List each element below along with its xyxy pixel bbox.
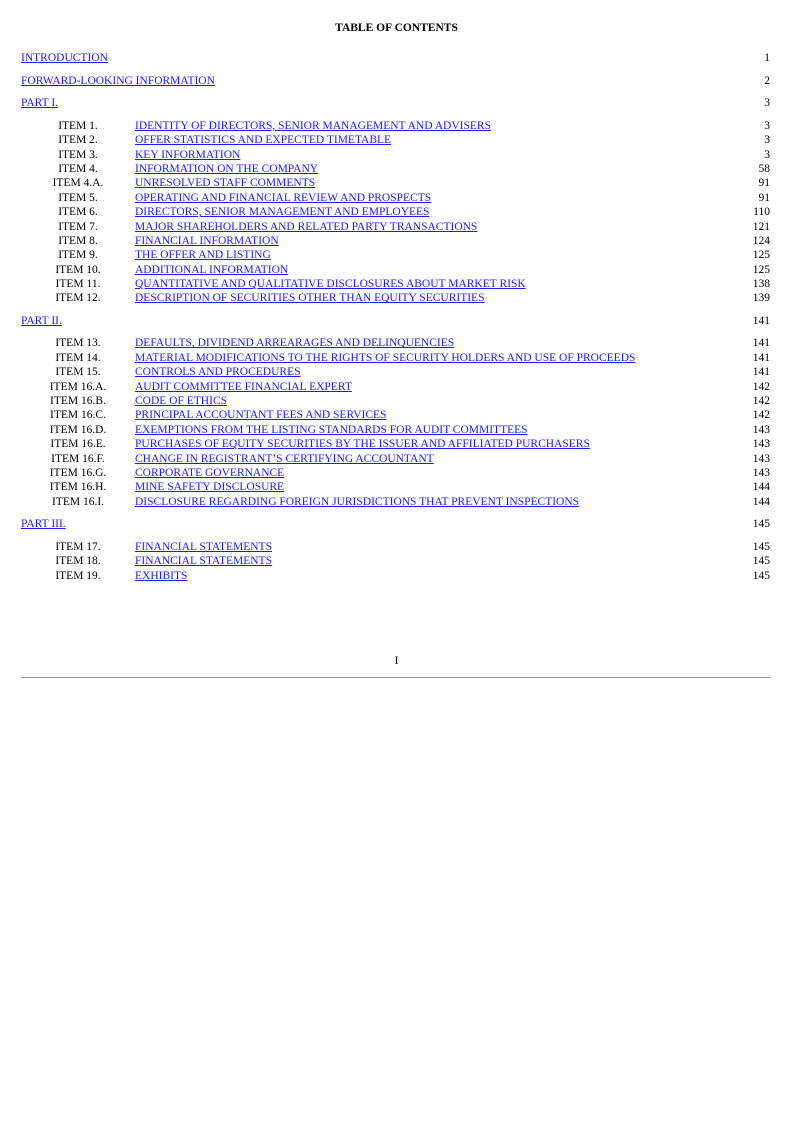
toc-page-number: 91 (758, 177, 770, 190)
toc-item (21, 423, 770, 437)
toc-item (21, 351, 770, 365)
toc-item-link-wrap (135, 380, 740, 394)
toc-item-list (21, 119, 770, 306)
toc-item-link-wrap (135, 394, 740, 408)
toc-item-number: ITEM 16.E. (50, 438, 106, 451)
toc-section-link[interactable]: PART II. (21, 314, 62, 327)
toc-item (21, 205, 770, 219)
toc-page-number: 139 (752, 292, 770, 305)
toc-page-number: 145 (752, 569, 770, 582)
toc-item (21, 277, 770, 291)
toc-item-link[interactable]: CODE OF ETHICS (135, 395, 228, 408)
toc-item-link-wrap (135, 148, 740, 162)
toc-page-number: 145 (752, 540, 770, 553)
toc-item-number: ITEM 16.H. (49, 481, 107, 494)
toc-item (21, 365, 770, 379)
toc-item-number: ITEM 4. (58, 162, 98, 175)
toc-item-list (21, 336, 770, 509)
toc-item-link[interactable]: DEFAULTS, DIVIDEND ARREARAGES AND DELINQUENCIES (135, 337, 455, 350)
toc-item (21, 394, 770, 408)
table-of-contents (21, 51, 770, 591)
toc-item-link-wrap (135, 408, 740, 422)
toc-item-link-wrap (135, 234, 740, 248)
toc-item (21, 336, 770, 350)
toc-item-link[interactable]: INFORMATION ON THE COMPANY (135, 162, 319, 175)
toc-item-link-wrap (135, 437, 740, 451)
toc-section (21, 74, 770, 97)
toc-item-link-wrap (135, 119, 740, 133)
toc-item (21, 540, 770, 554)
toc-item-link[interactable]: PURCHASES OF EQUITY SECURITIES BY THE ISSUER AND AFFILIATED PURCHASERS (135, 438, 590, 451)
toc-section-link[interactable]: PART I. (21, 97, 59, 110)
toc-item-link[interactable]: UNRESOLVED STAFF COMMENTS (135, 177, 316, 190)
toc-item-link[interactable]: ADDITIONAL INFORMATION (135, 263, 289, 276)
toc-item (21, 495, 770, 509)
toc-item-number: ITEM 3. (58, 148, 98, 161)
toc-section-link[interactable]: INTRODUCTION (21, 52, 108, 64)
toc-page-number: 91 (758, 191, 770, 204)
toc-item-link[interactable]: DISCLOSURE REGARDING FOREIGN JURISDICTIONS THAT PREVENT INSPECTIONS (135, 495, 580, 508)
page-number: I (394, 655, 399, 667)
toc-item-link-wrap (135, 133, 740, 147)
toc-page-number: 141 (752, 351, 770, 364)
toc-item-number: ITEM 16.I. (51, 495, 105, 508)
toc-section (21, 96, 770, 119)
toc-item-link[interactable]: DESCRIPTION OF SECURITIES OTHER THAN EQUITY SECURITIES (135, 292, 485, 305)
toc-section (21, 314, 770, 337)
toc-item-link[interactable]: EXHIBITS (135, 569, 188, 582)
toc-item-number: ITEM 11. (55, 278, 101, 291)
toc-page-number: 3 (764, 97, 770, 110)
toc-item-number: ITEM 14. (55, 351, 101, 364)
toc-item-link-wrap (135, 220, 740, 234)
toc-item-link-wrap (135, 162, 740, 176)
toc-page-number: 143 (752, 423, 770, 436)
toc-item-number: ITEM 19. (55, 569, 101, 582)
toc-page-number: 1 (764, 52, 770, 64)
toc-item-link-wrap (135, 351, 740, 365)
toc-page-number: 143 (752, 438, 770, 451)
toc-item-number: ITEM 2. (58, 134, 98, 147)
toc-item-link[interactable]: THE OFFER AND LISTING (135, 249, 271, 262)
toc-page-number: 144 (752, 481, 770, 494)
toc-item-link-wrap (135, 263, 740, 277)
toc-page-number: 125 (752, 263, 770, 276)
footer-divider (21, 677, 770, 678)
toc-page-number: 143 (752, 466, 770, 479)
toc-item-number: ITEM 6. (58, 206, 98, 219)
toc-item-link[interactable]: MAJOR SHAREHOLDERS AND RELATED PARTY TRANSACTIONS (135, 220, 478, 233)
toc-page-number: 142 (752, 380, 770, 393)
toc-item-link-wrap (135, 176, 740, 190)
toc-item (21, 220, 770, 234)
toc-item-link-wrap (135, 248, 740, 262)
toc-item-number: ITEM 17. (55, 540, 101, 553)
toc-page-number: 144 (752, 495, 770, 508)
toc-item-link-wrap (135, 191, 740, 205)
toc-item-link[interactable]: FINANCIAL INFORMATION (135, 234, 279, 247)
toc-item-link[interactable]: DIRECTORS, SENIOR MANAGEMENT AND EMPLOYEES (135, 206, 430, 219)
toc-section (21, 51, 770, 74)
toc-section-link[interactable]: PART III. (21, 518, 66, 531)
toc-item-number: ITEM 4.A. (52, 177, 104, 190)
toc-item-link-wrap (135, 365, 740, 379)
toc-item-number: ITEM 8. (58, 234, 98, 247)
toc-item-link[interactable]: CONTROLS AND PROCEDURES (135, 366, 301, 379)
toc-item-link[interactable]: OFFER STATISTICS AND EXPECTED TIMETABLE (135, 134, 392, 147)
toc-page-number: 142 (752, 409, 770, 422)
toc-item-number: ITEM 16.C. (50, 409, 106, 422)
toc-item-number: ITEM 9. (58, 249, 98, 262)
toc-item-link-wrap (135, 205, 740, 219)
toc-item-link-wrap (135, 336, 740, 350)
toc-item-number: ITEM 16.F. (51, 452, 105, 465)
toc-page-number: 141 (752, 366, 770, 379)
toc-item (21, 191, 770, 205)
toc-item-number: ITEM 16.D. (49, 423, 107, 436)
toc-item-link[interactable]: QUANTITATIVE AND QUALITATIVE DISCLOSURES ABOUT MARKET RISK (135, 278, 526, 291)
toc-item (21, 452, 770, 466)
toc-item-link[interactable]: EXEMPTIONS FROM THE LISTING STANDARDS FOR AUDIT COMMITTEES (135, 423, 528, 436)
toc-item (21, 119, 770, 133)
toc-item-link[interactable]: CHANGE IN REGISTRANT’S CERTIFYING ACCOUNTANT (135, 452, 434, 465)
toc-page-number: 110 (753, 206, 770, 219)
toc-item-link[interactable]: PRINCIPAL ACCOUNTANT FEES AND SERVICES (135, 409, 387, 422)
toc-item-number: ITEM 16.A. (49, 380, 107, 393)
toc-page-number: 124 (752, 234, 770, 247)
toc-item-link[interactable]: CORPORATE GOVERNANCE (135, 466, 285, 479)
toc-item-number: ITEM 5. (58, 191, 98, 204)
toc-item-number: ITEM 16.G. (49, 466, 107, 479)
toc-page-number: 141 (752, 314, 770, 327)
toc-item-number: ITEM 10. (55, 263, 101, 276)
toc-item-link[interactable]: IDENTITY OF DIRECTORS, SENIOR MANAGEMENT AND ADVISERS (135, 119, 491, 132)
toc-item (21, 248, 770, 262)
toc-item-link[interactable]: FINANCIAL STATEMENTS (135, 540, 272, 553)
toc-item-number: ITEM 12. (55, 292, 101, 305)
toc-item (21, 234, 770, 248)
toc-item-number: ITEM 15. (55, 366, 101, 379)
toc-page-number: 3 (764, 119, 770, 132)
toc-item-number: ITEM 16.B. (50, 395, 106, 408)
toc-item-link[interactable]: MINE SAFETY DISCLOSURE (135, 481, 285, 494)
toc-page-number: 138 (752, 278, 770, 291)
toc-page-number: 125 (752, 249, 770, 262)
toc-item (21, 466, 770, 480)
toc-item-link[interactable]: FINANCIAL STATEMENTS (135, 555, 272, 568)
toc-item-link[interactable]: MATERIAL MODIFICATIONS TO THE RIGHTS OF SECURITY HOLDERS AND USE OF PROCEEDS (135, 351, 636, 364)
toc-item-link-wrap (135, 480, 740, 494)
toc-item (21, 437, 770, 451)
toc-item (21, 162, 770, 176)
toc-item-link[interactable]: OPERATING AND FINANCIAL REVIEW AND PROSPECTS (135, 191, 432, 204)
toc-page-number: 145 (752, 555, 770, 568)
toc-item (21, 554, 770, 568)
toc-item-link-wrap (135, 277, 740, 291)
toc-item (21, 408, 770, 422)
toc-item-link[interactable]: KEY INFORMATION (135, 148, 241, 161)
toc-item (21, 263, 770, 277)
toc-item-link-wrap (135, 466, 740, 480)
toc-item-list (21, 540, 770, 583)
toc-item-link-wrap (135, 569, 740, 583)
toc-page-number: 58 (758, 162, 770, 175)
toc-item-link-wrap (135, 540, 740, 554)
toc-page-number: 2 (764, 74, 770, 87)
toc-item (21, 380, 770, 394)
toc-item-link[interactable]: AUDIT COMMITTEE FINANCIAL EXPERT (135, 380, 352, 393)
toc-page-number: 121 (752, 220, 770, 233)
toc-page-number: 142 (752, 395, 770, 408)
toc-item (21, 133, 770, 147)
toc-item-number: ITEM 13. (55, 337, 101, 350)
toc-item-number: ITEM 7. (58, 220, 98, 233)
toc-item (21, 176, 770, 190)
page-title: TABLE OF CONTENTS (335, 22, 458, 34)
toc-item (21, 291, 770, 305)
toc-section (21, 517, 770, 540)
toc-item-number: ITEM 18. (55, 555, 101, 568)
toc-item (21, 480, 770, 494)
toc-page-number: 145 (752, 518, 770, 531)
toc-item-number: ITEM 1. (58, 119, 98, 132)
toc-page-number: 143 (752, 452, 770, 465)
toc-item-link-wrap (135, 452, 740, 466)
toc-item-link-wrap (135, 423, 740, 437)
toc-item-link-wrap (135, 554, 740, 568)
toc-item-link-wrap (135, 291, 740, 305)
toc-item-link-wrap (135, 495, 740, 509)
toc-item (21, 569, 770, 583)
toc-page-number: 3 (764, 134, 770, 147)
toc-page-number: 141 (752, 337, 770, 350)
toc-item (21, 148, 770, 162)
toc-page-number: 3 (764, 148, 770, 161)
toc-section-link[interactable]: FORWARD-LOOKING INFORMATION (21, 74, 215, 87)
